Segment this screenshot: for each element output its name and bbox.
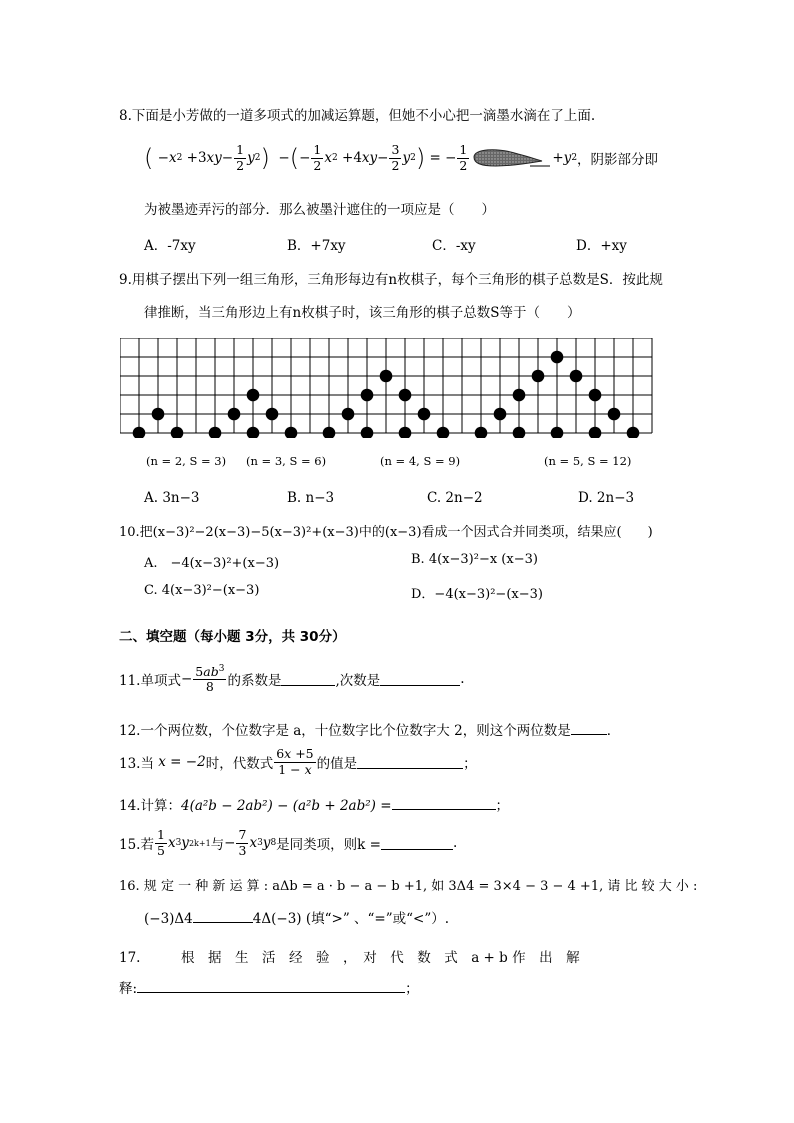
chess-piece <box>513 427 526 438</box>
q17-label: 释: <box>119 981 138 997</box>
q9-option-c: C. 2n−2 <box>427 490 483 506</box>
q16-right: 4Δ(−3) <box>252 911 302 927</box>
chess-piece <box>171 427 184 438</box>
q9-label-2: (n = 3, S = 6) <box>246 454 327 468</box>
q14-blank[interactable] <box>392 796 496 811</box>
q13-mid: 时，代数式 <box>205 756 274 772</box>
chess-piece <box>608 408 621 421</box>
q12: 12.一个两位数，个位数字是 a，十位数字比个位数字大 2，则这个两位数是 ． <box>119 719 620 739</box>
q15-mid: 与 <box>210 837 225 853</box>
q13-cond: x = −2 <box>158 754 206 770</box>
ink-blot-icon <box>470 146 552 170</box>
q8-option-a: A．-7xy <box>144 238 196 254</box>
q9-label-4: (n = 5, S = 12) <box>544 454 632 468</box>
chess-piece <box>209 427 222 438</box>
q12-blank[interactable] <box>571 721 607 736</box>
q8-stem: 8.下面是小芳做的一道多项式的加减运算题，但她不小心把一滴墨水滴在了上面. <box>119 108 596 124</box>
chess-piece <box>589 389 602 402</box>
section-2-title: 二、填空题（每小题 3分，共 30分） <box>119 629 346 645</box>
q16-line-1: 16. 规 定 一 种 新 运 算 : aΔb = a · b − a − b +1, 如 3Δ4 = 3×4 − 3 − 4 +1, 请 比 较 大 小 : <box>119 879 698 894</box>
q14-end: ； <box>495 798 510 814</box>
chess-piece <box>551 351 564 364</box>
q11-pre: 11.单项式 <box>119 673 181 689</box>
chess-piece <box>399 389 412 402</box>
q11-end: . <box>460 671 465 687</box>
q13-post: 的值是 <box>316 756 358 772</box>
chess-piece <box>589 427 602 438</box>
q15-pre: 15.若 <box>119 837 154 853</box>
q17-blank[interactable] <box>137 979 405 994</box>
chess-piece <box>152 408 165 421</box>
q14-expr: 4(a²b − 2ab²) − (a²b + 2ab²) = <box>180 798 392 814</box>
q13-blank[interactable] <box>357 755 463 770</box>
chess-piece <box>361 427 374 438</box>
q13-pre: 13.当 <box>119 756 154 772</box>
q17-line-1: 17. 根 据 生 活 经 验 ， 对 代 数 式 a + b 作 出 解 <box>119 950 580 966</box>
chess-piece <box>513 389 526 402</box>
q9-option-b: B. n−3 <box>287 490 335 506</box>
chess-piece <box>133 427 146 438</box>
q12-text: 12.一个两位数，个位数字是 a，十位数字比个位数字大 2，则这个两位数是 <box>119 723 571 739</box>
chess-piece <box>266 408 279 421</box>
q9-stem-1: 9.用棋子摆出下列一组三角形，三角形每边有n枚棋子，每个三角形的棋子总数是S．按此规 <box>119 272 663 288</box>
chess-piece <box>323 427 336 438</box>
q11-blank-1[interactable] <box>281 672 335 687</box>
q8-tail: ，阴影部分即 <box>577 152 659 168</box>
chess-piece <box>494 408 507 421</box>
q17-end: ； <box>405 981 419 997</box>
q14 <box>119 794 509 814</box>
q10-option-d: D．−4(x−3)²−(x−3) <box>411 587 543 602</box>
q16-line-2 <box>144 907 449 927</box>
q9-label-1: (n = 2, S = 3) <box>146 454 227 468</box>
chess-piece <box>570 370 583 383</box>
chess-piece <box>627 427 640 438</box>
q14-pre: 14.计算： <box>119 798 181 814</box>
q8-option-d: D．+xy <box>576 238 627 254</box>
q9-option-d: D. 2n−3 <box>578 490 635 506</box>
chess-piece <box>437 427 450 438</box>
q17-line-2 <box>119 977 419 997</box>
q9-option-a: A. 3n−3 <box>144 490 200 506</box>
chess-piece <box>361 389 374 402</box>
q15-post: 是同类项，则k = <box>276 837 381 853</box>
q15-blank[interactable] <box>381 836 453 851</box>
chess-piece <box>418 408 431 421</box>
chess-piece <box>380 370 393 383</box>
q9-label-3: (n = 4, S = 9) <box>380 454 461 468</box>
q10-option-c: C. 4(x−3)²−(x−3) <box>144 583 260 598</box>
chess-piece <box>532 370 545 383</box>
q10-stem: 10.把(x−3)²−2(x−3)−5(x−3)²+(x−3)中的(x−3)看成一个因式合并同类项，结果应( ) <box>119 525 653 540</box>
chess-piece <box>228 408 241 421</box>
chess-triangles-figure <box>120 338 654 438</box>
q8-cont: 为被墨迹弄污的部分．那么被墨汁遮住的一项应是（ ） <box>144 202 495 218</box>
chess-piece <box>475 427 488 438</box>
q11: 11.单项式 − $\frac{5ab^3}{8}$ 的系数是 ,次数是 . <box>119 663 465 695</box>
q10-option-b: B. 4(x−3)²−x (x−3) <box>411 552 538 567</box>
q13-end: ； <box>463 756 477 772</box>
q16-left: (−3)Δ4 <box>144 911 193 927</box>
q8-equation: ( − x 2 +3 xy − $\frac{1}{2}$ y 2 ) − ( − $\frac{1}{2}$ x 2 +4 xy − $\frac{3}{2}$ y 2 ) = − $\frac{1}{2}$ + y 2 ，阴影部分即 <box>144 142 659 173</box>
chess-piece <box>551 427 564 438</box>
q15: 15.若 $\frac{1}{5}$ x 3 y 2k+1 与 − $\frac{7}{3}$ x 3 y 8 是同类项，则k = . <box>119 827 458 858</box>
q11-mid: 的系数是 <box>227 673 282 689</box>
q9-stem-2: 律推断，当三角形边上有n枚棋子时，该三角形的棋子总数S等于（ ） <box>144 305 581 321</box>
q13: 13.当 x = −2 时，代数式 $\frac{6x +5}{1 - x}$ 的值是 ； <box>119 746 477 777</box>
q8-option-b: B．+7xy <box>287 238 346 254</box>
chess-piece <box>247 389 260 402</box>
q11-mid2: ,次数是 <box>335 673 381 689</box>
q16-blank[interactable] <box>193 909 253 924</box>
chess-piece <box>399 427 412 438</box>
q11-blank-2[interactable] <box>380 672 460 687</box>
chess-piece <box>342 408 355 421</box>
chess-piece <box>247 427 260 438</box>
q10-option-a: A. −4(x−3)²+(x−3) <box>144 556 280 571</box>
q8-option-c: C．-xy <box>432 238 476 254</box>
q16-hint: (填“>” 、“=”或“<”）. <box>305 911 450 927</box>
q15-end: . <box>452 835 458 851</box>
chess-piece <box>285 427 298 438</box>
